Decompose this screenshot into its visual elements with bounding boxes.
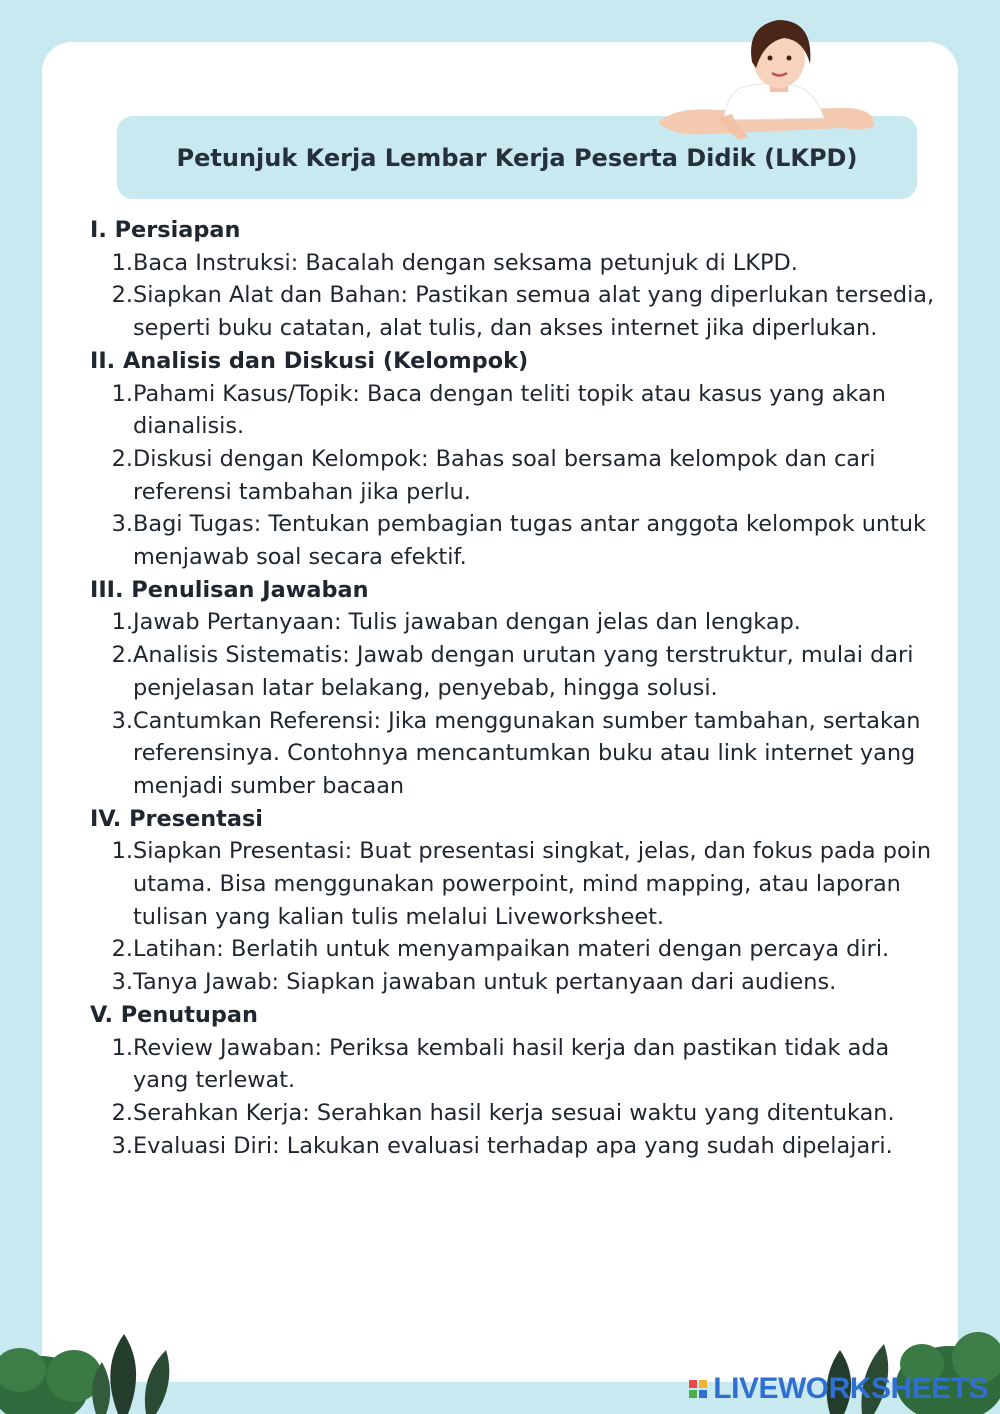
list-item xyxy=(90,1097,950,1130)
list-item xyxy=(90,639,950,704)
item-number: 1. xyxy=(111,1034,133,1061)
section-penutupan xyxy=(90,999,950,1163)
section-heading: IV. Presentasi xyxy=(90,805,263,832)
plant-left-illustration xyxy=(0,1318,190,1414)
item-number: 1. xyxy=(111,838,133,865)
item-text: Latihan: Berlatih untuk menyampaikan materi dengan percaya diri. xyxy=(133,936,890,963)
list-item xyxy=(90,1130,950,1163)
instruction-list xyxy=(90,214,950,1162)
section-heading: I. Persiapan xyxy=(90,217,241,243)
item-text: Diskusi dengan Kelompok: Bahas soal bersama kelompok dan cari referensi tambahan jika perlu. xyxy=(133,445,876,505)
item-number: 2. xyxy=(111,642,133,669)
item-number: 3. xyxy=(111,1132,133,1159)
item-text: Analisis Sistematis: Jawab dengan urutan yang terstruktur, mulai dari penjelasan latar belakang, penyebab, hingga solusi. xyxy=(133,642,914,701)
liveworksheets-watermark xyxy=(689,1372,988,1406)
list-item xyxy=(90,443,950,508)
item-number: 3. xyxy=(111,707,133,734)
item-number: 1. xyxy=(111,380,133,407)
list-item xyxy=(90,1032,950,1097)
list-item xyxy=(90,508,950,573)
item-number: 3. xyxy=(111,969,133,996)
list-item xyxy=(90,247,950,280)
list-item xyxy=(90,933,950,966)
page-title: Petunjuk Kerja Lembar Kerja Peserta Didik (LKPD) xyxy=(176,143,858,172)
list-item xyxy=(90,606,950,639)
item-text: Siapkan Alat dan Bahan: Pastikan semua alat yang diperlukan tersedia, seperti buku catatan, alat tulis, dan akses internet jika diperlukan. xyxy=(133,282,935,342)
item-text: Jawab Pertanyaan: Tulis jawaban dengan jelas dan lengkap. xyxy=(133,609,801,636)
item-number: 1. xyxy=(111,609,133,636)
item-number: 3. xyxy=(111,511,133,538)
item-text: Pahami Kasus/Topik: Baca dengan teliti topik atau kasus yang akan dianalisis. xyxy=(133,380,886,440)
section-heading: III. Penulisan Jawaban xyxy=(90,576,369,603)
section-heading: II. Analisis dan Diskusi (Kelompok) xyxy=(90,347,529,374)
section-heading: V. Penutupan xyxy=(90,1001,258,1028)
item-text: Serahkan Kerja: Serahkan hasil kerja sesuai waktu yang ditentukan. xyxy=(133,1099,895,1126)
section-persiapan xyxy=(90,214,950,345)
item-text: Cantumkan Referensi: Jika menggunakan sumber tambahan, sertakan referensinya. Contohnya mencantumkan buku atau link internet yang menjadi sumber bacaan xyxy=(133,707,921,799)
item-text: Bagi Tugas: Tentukan pembagian tugas antar anggota kelompok untuk menjawab soal secara efektif. xyxy=(133,511,927,571)
item-number: 1. xyxy=(111,249,133,276)
teacher-illustration xyxy=(648,10,888,150)
item-text: Review Jawaban: Periksa kembali hasil kerja dan pastikan tidak ada yang terlewat. xyxy=(133,1034,890,1094)
list-item xyxy=(90,378,950,443)
list-item xyxy=(90,835,950,933)
item-number: 2. xyxy=(111,282,133,309)
section-penulisan xyxy=(90,574,950,803)
section-presentasi xyxy=(90,803,950,999)
list-item xyxy=(90,966,950,999)
item-text: Siapkan Presentasi: Buat presentasi singkat, jelas, dan fokus pada poin utama. Bisa menggunakan powerpoint, mind mapping, atau laporan tulisan yang kalian tulis melalui Liveworksheet. xyxy=(133,838,932,930)
item-text: Baca Instruksi: Bacalah dengan seksama petunjuk di LKPD. xyxy=(133,249,798,276)
section-analisis xyxy=(90,345,950,574)
item-text: Tanya Jawab: Siapkan jawaban untuk pertanyaan dari audiens. xyxy=(133,969,837,996)
list-item xyxy=(90,279,950,344)
item-number: 2. xyxy=(111,1099,133,1126)
watermark-text: LIVEWORKSHEETS xyxy=(713,1372,988,1405)
item-number: 2. xyxy=(111,936,133,963)
item-text: Evaluasi Diri: Lakukan evaluasi terhadap apa yang sudah dipelajari. xyxy=(133,1132,893,1159)
list-item xyxy=(90,705,950,803)
logo-icon xyxy=(689,1380,707,1398)
item-number: 2. xyxy=(111,445,133,472)
